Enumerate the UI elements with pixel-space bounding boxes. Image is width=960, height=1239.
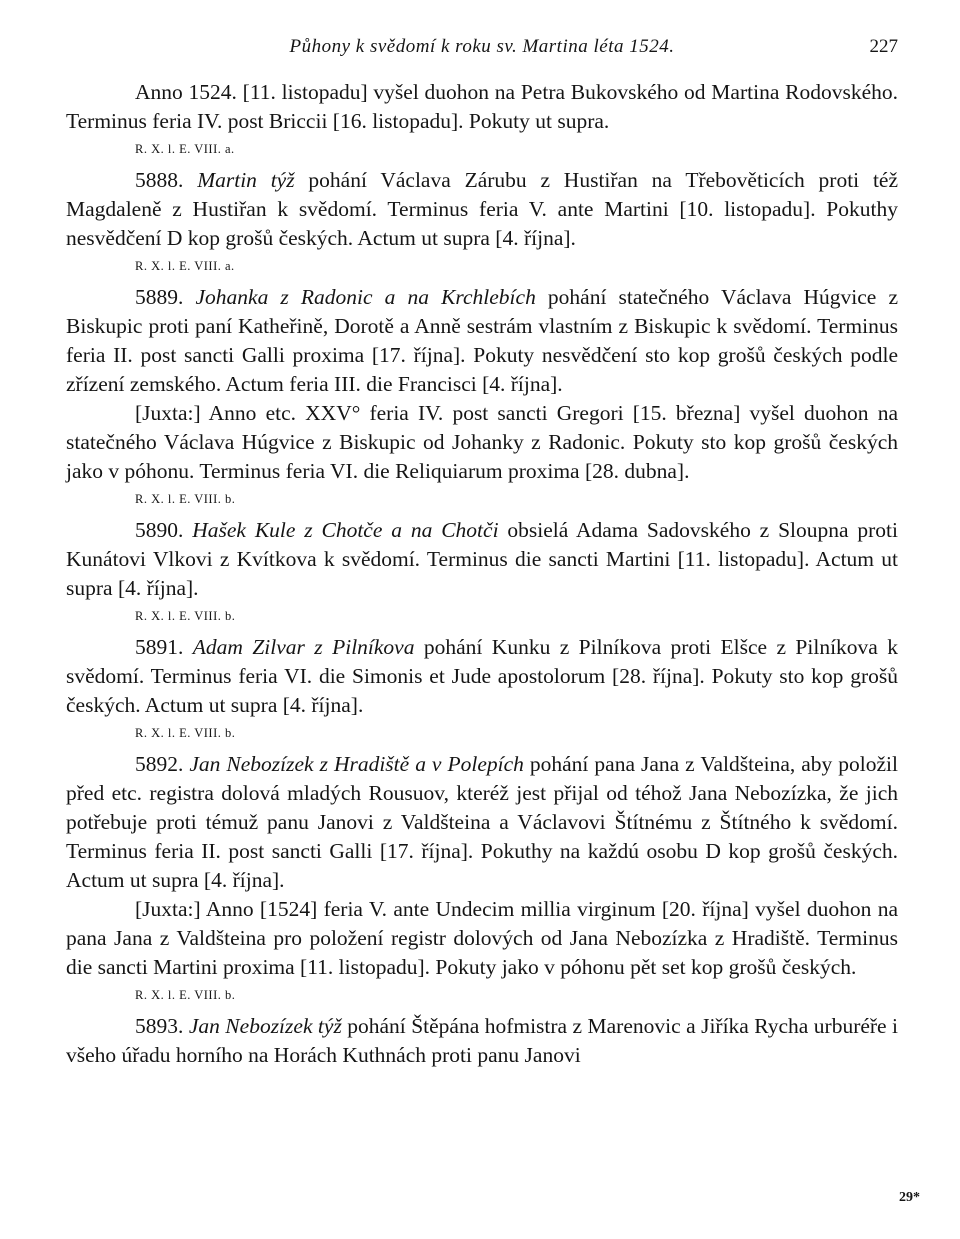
entry-name: Jan Nebozízek z Hradiště a v Polepích <box>189 752 524 776</box>
juxta-paragraph: [Juxta:] Anno [1524] feria V. ante Undecim millia virginum [20. října] vyšel duohon na pana Jana z Valdšteina pro položení registr dolových od Jana Nebozízka z Hradiště. Terminus die sancti Martini proxima [11. listopadu]. Pokuty jako v póhonu pět set kop grošů českých. <box>66 897 898 979</box>
reference-note: R. X. l. E. VIII. b. <box>135 726 236 740</box>
entry-text: pohání Štěpána hofmistra z Marenovic a Jiříka Rycha urburéře i všeho úřadu horního na Horách Kuthnách proti panu Janovi <box>66 1014 899 1067</box>
entry-5892 <box>66 750 898 895</box>
document-page <box>66 34 898 1070</box>
entry-5891 <box>66 633 898 720</box>
body-text <box>66 78 898 1070</box>
entry-number: 5890. <box>135 518 184 542</box>
entry-name: Adam Zilvar z Pilníkova <box>192 635 415 659</box>
reference-note: R. X. l. E. VIII. b. <box>135 609 236 623</box>
reference-note: R. X. l. E. VIII. b. <box>135 492 236 506</box>
entry-number: 5888. <box>135 168 184 192</box>
entry-5890 <box>66 516 898 603</box>
entry-text: pohání Václava Zárubu z Hustiřan na Třebověticích proti též Magdaleně z Hustiřan k svědomí. Terminus feria V. ante Martini [10. listopadu]. Pokuthy nesvědčení D kop grošů českých. Actum ut supra [4. října]. <box>66 168 899 250</box>
reference-note: R. X. l. E. VIII. a. <box>135 259 235 273</box>
reference-note: R. X. l. E. VIII. a. <box>135 142 235 156</box>
juxta-paragraph: [Juxta:] Anno etc. XXV° feria IV. post sancti Gregori [15. března] vyšel duohon na statečného Václava Húgvice z Biskupic od Johanky z Radonic. Pokuty sto kop grošů českých jako v póhonu. Terminus feria VI. die Reliquiarum proxima [28. dubna]. <box>66 401 898 483</box>
entry-number: 5889. <box>135 285 184 309</box>
entry-text: obsielá Adama Sadovského z Sloupna proti Kunátovi Vlkovi z Kvítkova k svědomí. Terminus die sancti Martini [11. listopadu]. Actum ut supra [4. října]. <box>66 518 898 600</box>
entry-text: pohání statečného Václava Húgvice z Biskupic proti paní Katheřině, Dorotě a Anně sestrám vlastním z Biskupic k svědomí. Terminus feria II. post sancti Galli proxima [17. října]. Pokuty nesvědčení sto kop grošů českých podle zřízení zemského. Actum feria III. die Francisci [4. října]. <box>66 285 898 396</box>
entry-name: Jan Nebozízek týž <box>188 1014 342 1038</box>
entry-name: Hašek Kule z Chotče a na Chotči <box>192 518 499 542</box>
entry-5893 <box>66 1012 898 1070</box>
entry-number: 5893. <box>135 1014 184 1038</box>
entry-number: 5891. <box>135 635 184 659</box>
entry-name: Johanka z Radonic a na Krchlebích <box>195 285 536 309</box>
entry-5889 <box>66 283 898 399</box>
entry-5888 <box>66 166 898 253</box>
entry-name: Martin týž <box>197 168 295 192</box>
reference-note: R. X. l. E. VIII. b. <box>135 988 236 1002</box>
entry-text: pohání pana Jana z Valdšteina, aby položil před etc. registra dolová mladých Rousuov, kteréž jest přijal od téhož Jana Nebozízka, že jich potřebuje proti témuž panu Janovi z Valdšteina a Václavovi Štítnému z Štítného k svědomí. Terminus feria II. post sancti Galli [17. října]. Pokuthy na každú osobu D kop grošů českých. Actum ut supra [4. října]. <box>66 752 898 892</box>
page-header <box>66 34 898 64</box>
entry-number: 5892. <box>135 752 184 776</box>
running-title: Půhony k svědomí k roku sv. Martina léta 1524. <box>289 36 675 57</box>
paragraph-p0: Anno 1524. [11. listopadu] vyšel duohon na Petra Bukovského od Martina Rodovského. Terminus feria IV. post Briccii [16. listopadu]. Pokuty ut supra. <box>66 80 898 133</box>
entry-text: pohání Kunku z Pilníkova proti Elšce z Pilníkova k svědomí. Terminus feria VI. die Simonis et Jude apostolorum [28. října]. Pokuty sto kop grošů českých. Actum ut supra [4. října]. <box>66 635 899 717</box>
signature-mark: 29* <box>899 1190 920 1205</box>
page-number: 227 <box>869 36 898 57</box>
